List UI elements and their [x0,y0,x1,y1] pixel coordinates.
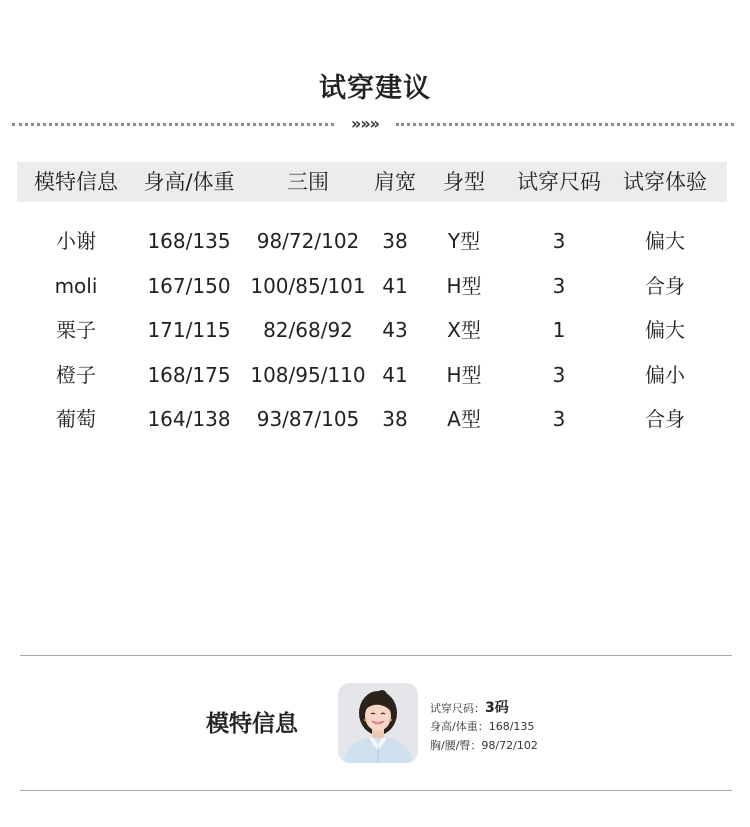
header-measurements: 三围 [287,170,329,194]
section-divider-bottom [20,790,732,791]
cell-height-weight: 167/150 [147,274,231,298]
cell-body-type: A型 [447,407,481,431]
cell-body-type: H型 [446,363,482,387]
header-body-type: 身型 [443,170,485,194]
table-row [17,310,727,350]
model-size-value: 3码 [485,700,509,716]
header-size: 试穿尺码 [517,170,601,194]
cell-shoulder: 41 [382,363,408,387]
cell-body-type: H型 [446,274,482,298]
cell-shoulder: 41 [382,274,408,298]
header-shoulder: 肩宽 [374,170,416,194]
cell-size: 3 [552,229,566,253]
model-measurements-label: 胸/腰/臀： [430,739,482,752]
model-section-label: 模特信息 [206,711,298,737]
cell-measurements: 100/85/101 [250,274,366,298]
cell-measurements: 98/72/102 [256,229,360,253]
cell-model: 葡萄 [56,407,96,431]
cell-shoulder: 43 [382,318,408,342]
dotted-divider-left [12,123,334,126]
cell-model: 小谢 [56,229,96,253]
cell-measurements: 93/87/105 [256,407,360,431]
table-row [17,399,727,439]
cell-body-type: X型 [447,318,481,342]
cell-size: 3 [552,274,566,298]
cell-measurements: 108/95/110 [250,363,366,387]
section-divider-top [20,655,732,656]
cell-model: 橙子 [56,363,96,387]
cell-height-weight: 171/115 [147,318,231,342]
cell-size: 3 [552,407,566,431]
dotted-divider-right [396,123,734,126]
cell-fit: 偏大 [645,229,685,253]
page-title: 试穿建议 [319,73,431,104]
cell-body-type: Y型 [447,229,481,253]
header-height-weight: 身高/体重 [143,170,235,194]
cell-model: moli [54,274,98,298]
cell-measurements: 82/68/92 [263,318,353,342]
model-photo [338,683,418,763]
cell-shoulder: 38 [382,407,408,431]
table-row [17,221,727,261]
model-height-weight-label: 身高/体重： [430,720,489,733]
model-size-label: 试穿尺码： [430,702,485,715]
cell-fit: 合身 [645,274,685,298]
model-height-weight-value: 168/135 [488,720,535,733]
cell-height-weight: 168/175 [147,363,231,387]
model-size-line [430,697,509,717]
chevron-right-icon: »»» [350,114,379,133]
cell-size: 3 [552,363,566,387]
table-row [17,266,727,306]
cell-height-weight: 164/138 [147,407,231,431]
cell-model: 栗子 [56,318,96,342]
cell-fit: 偏大 [645,318,685,342]
header-fit: 试穿体验 [623,170,707,194]
model-measurements-line [430,737,538,753]
cell-fit: 偏小 [645,363,685,387]
cell-size: 1 [552,318,566,342]
table-row [17,355,727,395]
cell-fit: 合身 [645,407,685,431]
cell-height-weight: 168/135 [147,229,231,253]
header-model: 模特信息 [34,170,118,194]
model-measurements-value: 98/72/102 [481,739,538,752]
model-height-weight-line [430,718,534,734]
table-header [17,162,727,202]
cell-shoulder: 38 [382,229,408,253]
